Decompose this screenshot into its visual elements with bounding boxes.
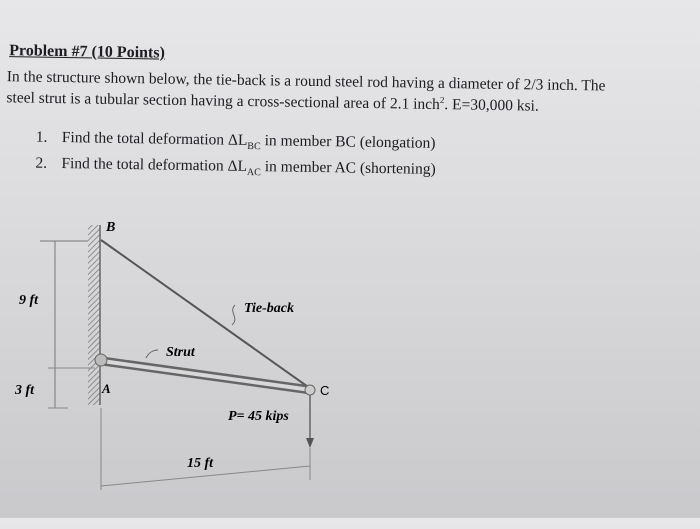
strut-callout bbox=[146, 350, 158, 358]
label-c: C bbox=[320, 383, 330, 398]
task-item: 2. Find the total deformation $\Delta L_{AC}$ in member AC (shortening) bbox=[35, 154, 436, 178]
statement-line-2: steel strut is a tubular section having a cross-sectional area of 2.1 inch$^2$. E=30,000 ksi. bbox=[6, 89, 539, 115]
strut-label: Strut bbox=[166, 345, 195, 360]
statement-line-1: In the structure shown below, the tie-back is a round steel rod having a diameter of 2/3 inch. The bbox=[6, 68, 606, 95]
dim-15ft-label: 15 ft bbox=[187, 456, 214, 471]
dim-3ft-label: 3 ft bbox=[15, 383, 35, 398]
wall-hatch bbox=[88, 225, 100, 405]
label-b: B bbox=[106, 220, 116, 235]
label-a: A bbox=[102, 381, 111, 396]
task-item: 1. Find the total deformation $\Delta L_{BC}$ in member BC (elongation) bbox=[35, 128, 436, 153]
tie-back-label: Tie-back bbox=[244, 301, 295, 316]
pin-a bbox=[95, 354, 107, 366]
load-arrowhead bbox=[306, 438, 314, 448]
strut-inner bbox=[102, 361, 311, 390]
dim-9ft-label: 9 ft bbox=[19, 293, 39, 308]
load-label: P= 45 kips bbox=[228, 409, 289, 424]
problem-title: Problem #7 (10 Points) bbox=[9, 42, 166, 62]
pin-c bbox=[305, 385, 315, 395]
tie-back-callout bbox=[232, 305, 235, 325]
